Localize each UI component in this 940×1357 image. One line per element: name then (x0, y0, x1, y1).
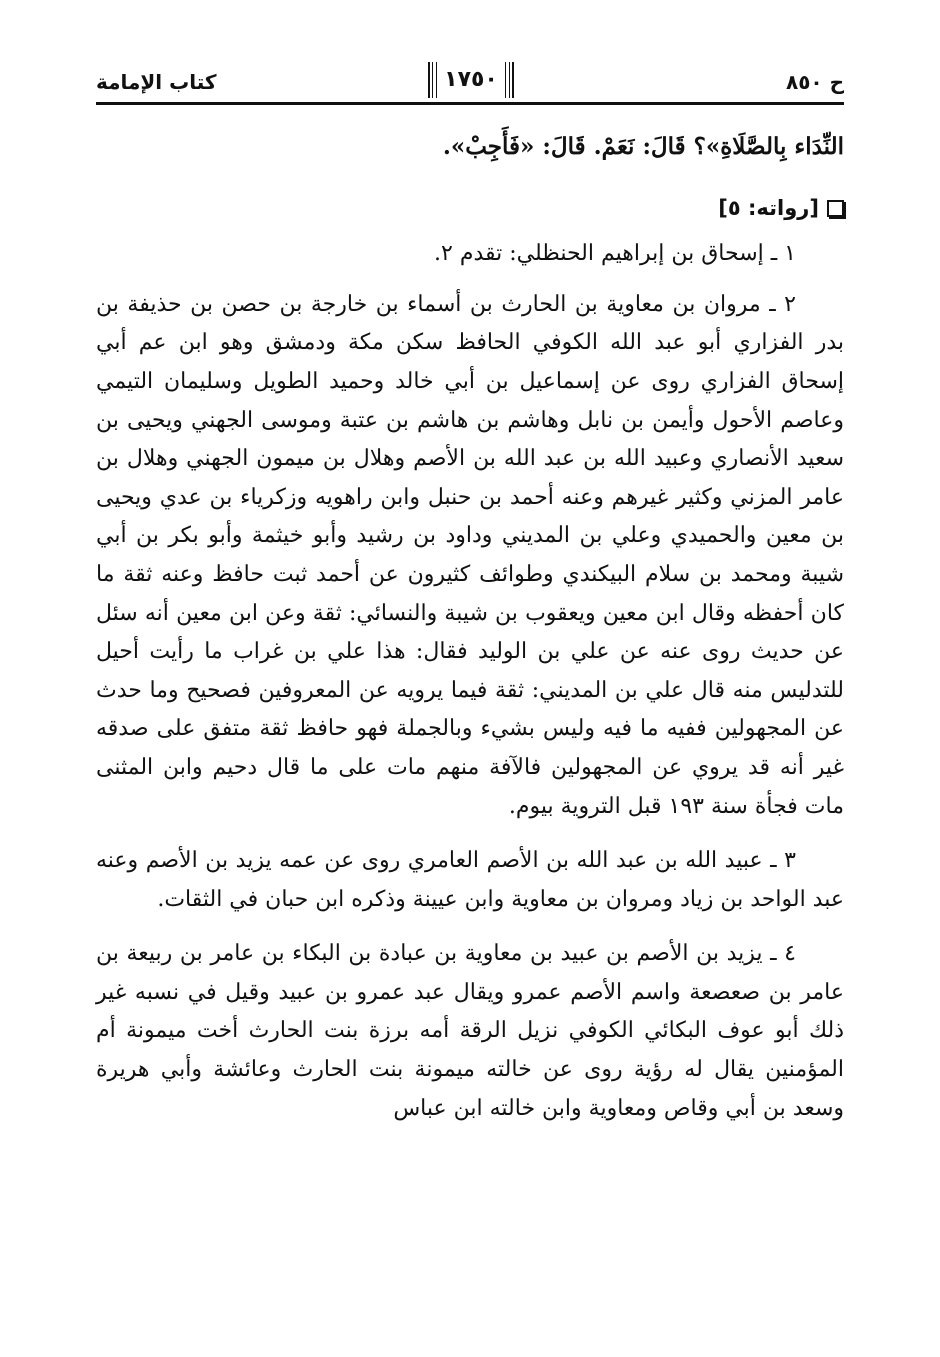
book-title: كتاب الإمامة (96, 70, 217, 94)
page-header (96, 62, 844, 106)
hadith-reference: ح ٨٥٠ (785, 70, 844, 94)
square-bullet-icon (827, 200, 844, 217)
header-divider (96, 102, 844, 105)
hadith-text: النِّدَاء بِالصَّلَاةِ»؟ قَالَ: نَعَمْ. قَالَ: «فَأَجِبْ». (442, 133, 844, 160)
page-number-frame (428, 62, 514, 98)
section-heading (96, 189, 844, 228)
page-number: ١٧٥٠ (444, 67, 498, 92)
narrator-entry: ٢ ـ مروان بن معاوية بن الحارث بن أسماء بن خارجة بن حصن بن حذيفة بن بدر الفزاري أبو عبد الله الكوفي الحافظ سكن مكة ودمشق وهو ابن عم أبي إسحاق الفزاري روى عن إسماعيل بن أبي خالد وحميد الطويل وسليمان التيمي وعاصم الأحول وأيمن بن نابل وهاشم بن هاشم بن عتبة وموسى الجهني ويحيى بن سعيد الأنصاري وعبيد الله بن عبد الله بن الأصم وهلال بن ميمون الجهني وهلال بن عامر المزني وكثير غيرهم وعنه أحمد بن حنبل وابن راهويه وزكرياء بن عدي ويحيى بن معين والحميدي وعلي بن المديني وداود بن رشيد وأبو خيثمة وأبو بكر بن أبي شيبة ومحمد بن سلام البيكندي وطوائف كثيرون عن أحمد ثبت حافظ وعنه ثقة ما كان أحفظه وقال ابن معين ويعقوب بن شيبة والنسائي: ثقة وعن ابن معين أنه سئل عن حديث روى عنه عن علي بن الوليد فقال: هذا علي بن غراب ما رأيت أحيل للتدليس منه قال علي بن المديني: ثقة فيما يرويه عن المعروفين فصحيح وما حدث عن المجهولين ففيه ما فيه وليس بشيء وبالجملة فهو حافظ ثقة متفق على صدقه غير أنه قد يروي عن المجهولين فالآفة منهم مات على ما قال دحيم وابن المثنى مات فجأة سنة ١٩٣ قبل التروية بيوم. (96, 291, 844, 819)
narrator-entry: ٣ ـ عبيد الله بن عبد الله بن الأصم العامري روى عن عمه يزيد بن الأصم وعنه عبد الواحد بن زياد ومروان بن معاوية وابن عيينة وذكره ابن حبان في الثقات. (96, 848, 844, 912)
narrator-entry: ٤ ـ يزيد بن الأصم بن عبيد بن معاوية بن عبادة بن البكاء بن عامر بن ربيعة بن عامر بن صعصعة واسم الأصم عمرو ويقال عبد عمرو بن عبيد وقيل في نسبه غير ذلك أبو عوف البكائي الكوفي نزيل الرقة أمه برزة بنت الحارث أخت ميمونة أم المؤمنين يقال له رؤية روى عن خالته ميمونة بنت الحارث وعائشة وأبي هريرة وسعد بن أبي وقاص ومعاوية وابن خالته ابن عباس (96, 941, 844, 1121)
narrator-entry: ١ ـ إسحاق بن إبراهيم الحنظلي: تقدم ٢. (434, 241, 796, 267)
section-title: [رواته: ٥] (718, 195, 819, 220)
main-text (96, 128, 844, 1128)
